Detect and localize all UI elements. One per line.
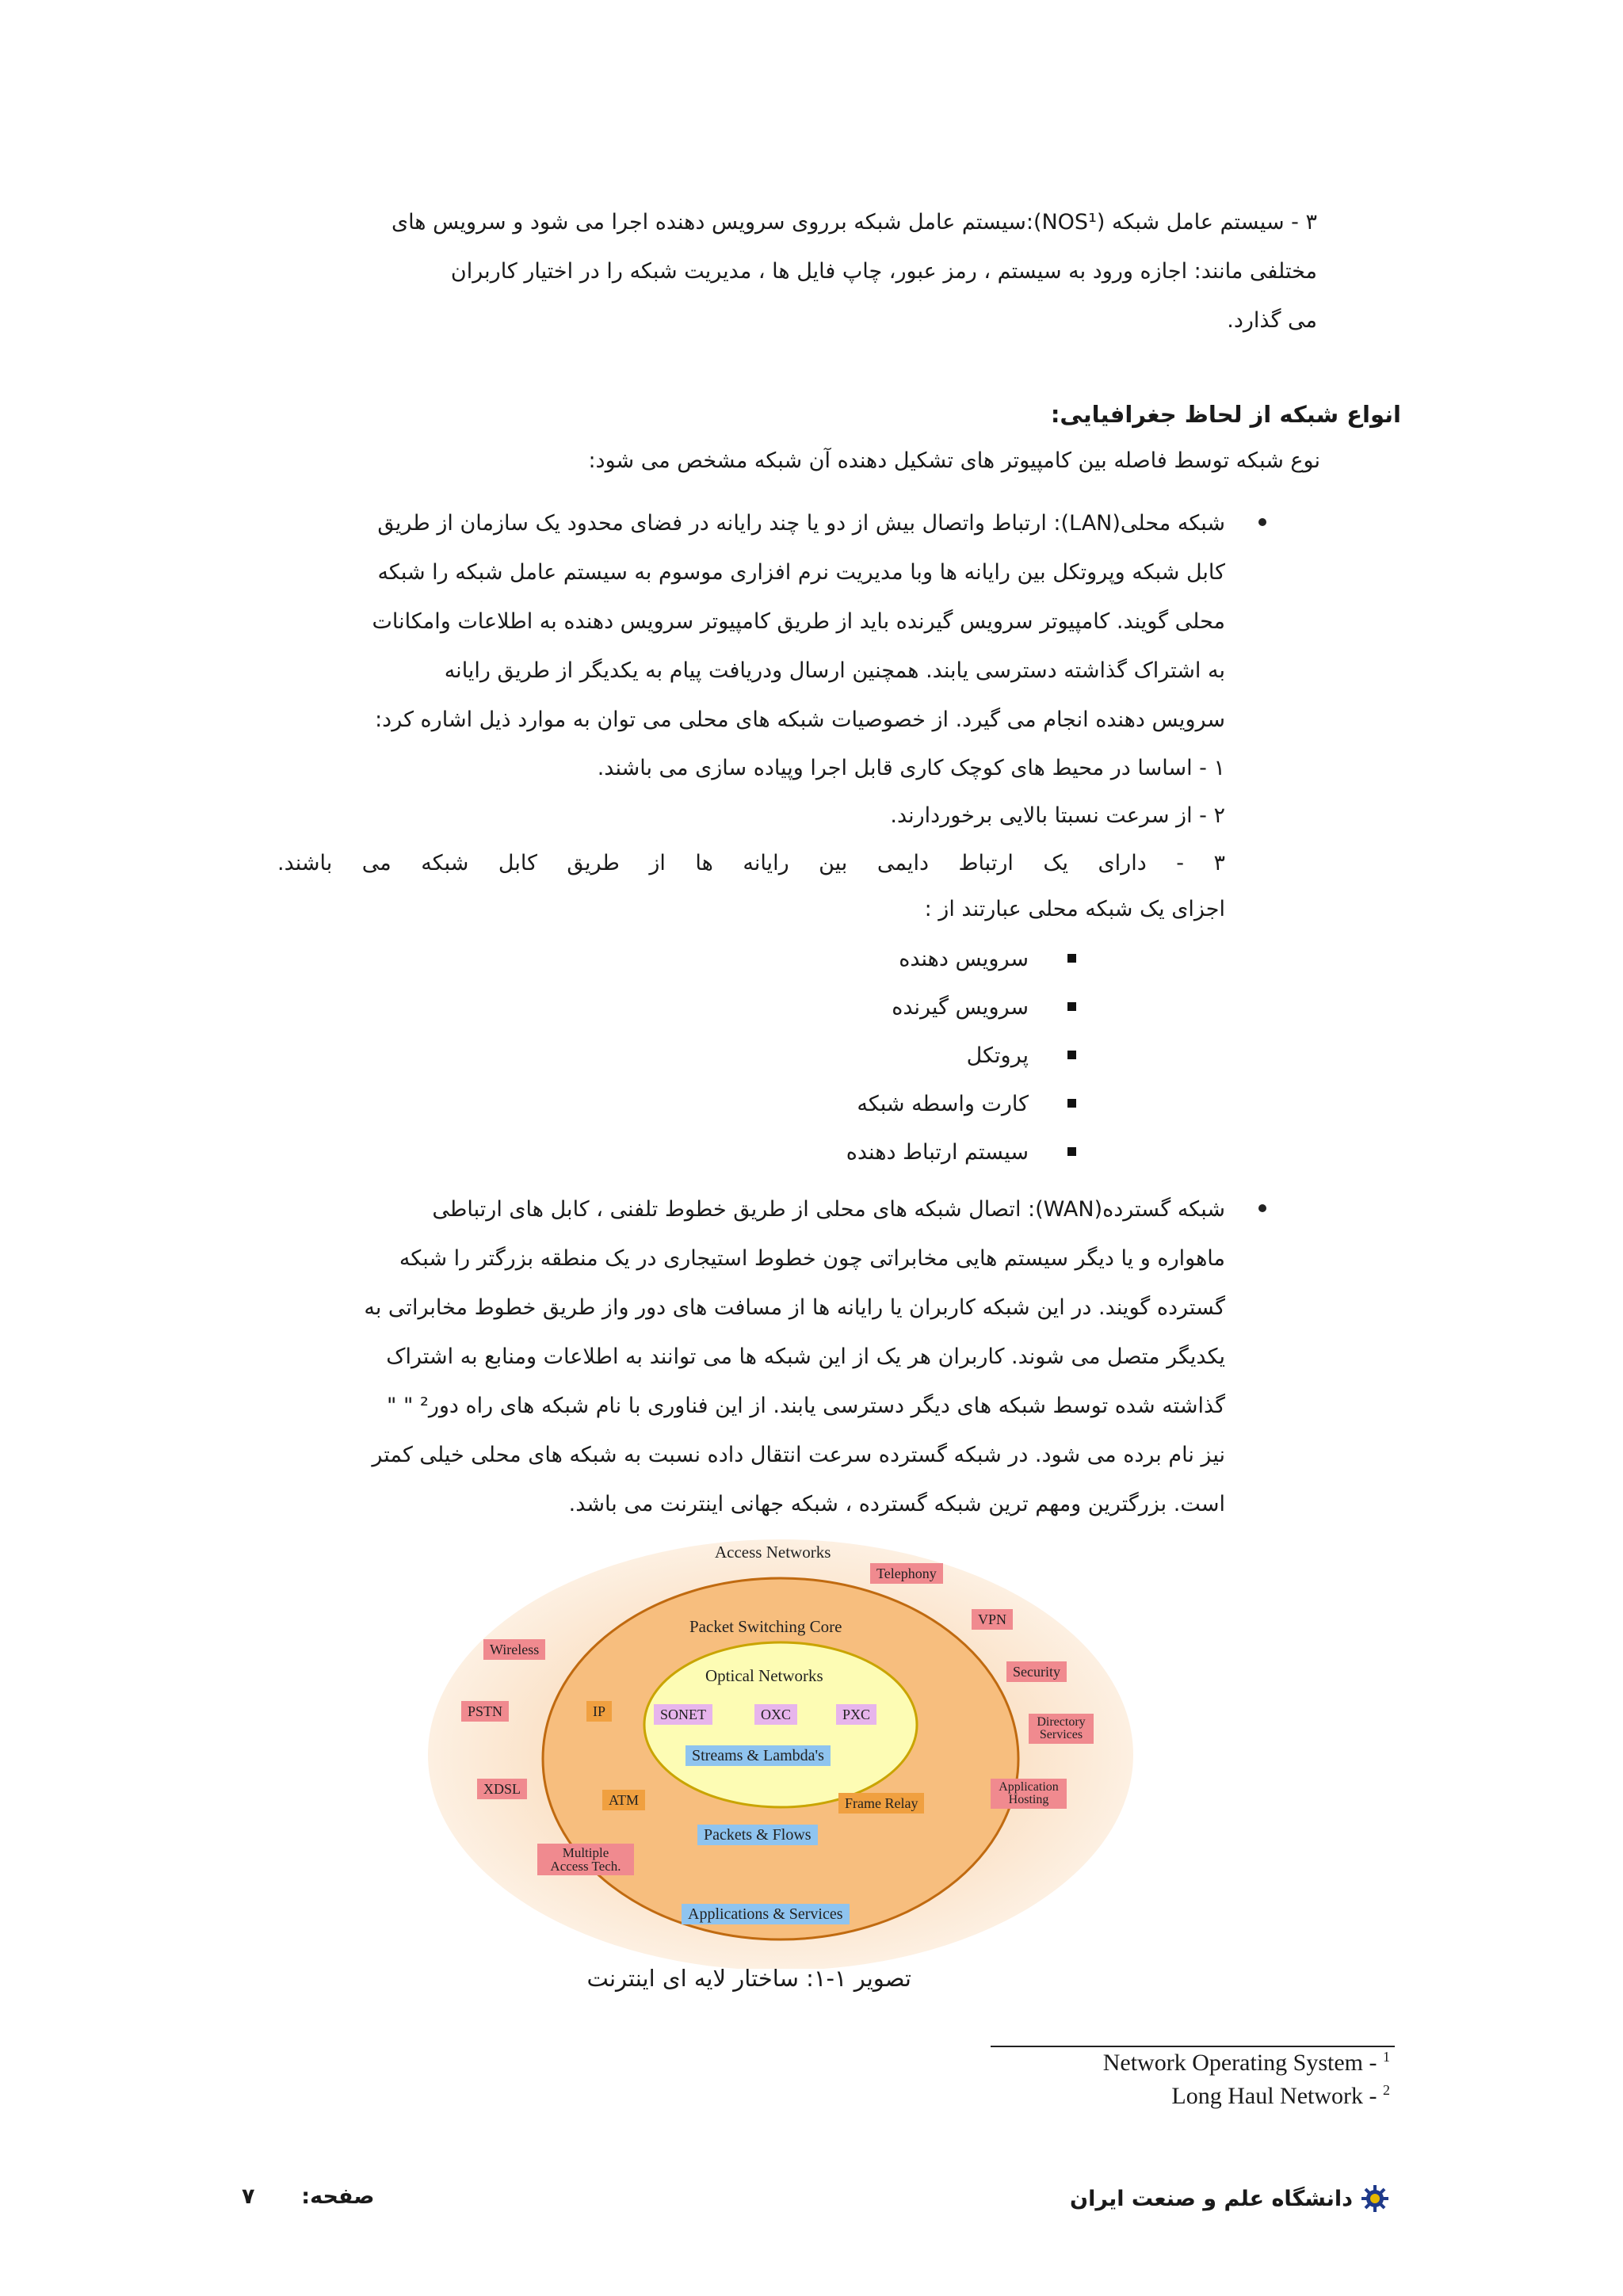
lan-paragraph [277, 499, 1225, 745]
list-item: سرویس گیرنده [601, 983, 1076, 1032]
footnote-divider [991, 2046, 1395, 2047]
list-item: کارت واسطه شبکه [601, 1080, 1076, 1128]
oxc-tag: OXC [754, 1704, 797, 1725]
wan-line: شبکه گسترده(WAN): اتصال شبکه های محلی از طریق خطوط تلفنی ، کابل های ارتباطی [432, 1197, 1225, 1222]
sonet-tag: SONET [654, 1704, 712, 1725]
wan-line: نیز نام برده می شود. در شبکه گسترده سرعت انتقال داده نسبت به شبکه های محلی خیلی کمتر [372, 1443, 1225, 1467]
nos-paragraph [246, 198, 1317, 345]
wan-line: گذاشته شده توسط شبکه های دیگر دسترسی یابند. از این فناوری با نام شبکه های راه دور² " " [386, 1394, 1225, 1418]
document-page: ۳ - سیستم عامل شبکه (NOS¹):سیستم عامل شبکه برروی سرویس دهنده اجرا می شود و سرویس های مختلفی مانند: اجازه ورود به سیستم ، رمز عبور، چاپ فایل ها ، مدیریت شبکه را در اختیار کاربران می گذارد. انواع شبکه از لحاظ جغرافیایی: نوع شبکه توسط فاصله بین کامپیوتر های تشکیل دهنده آن شبکه مشخص می شود: شبکه محلی(LAN): ارتباط واتصال بیش از دو یا چند رایانه در فضای محدود یک سازمان از طریق کابل شبکه وپروتکل بین رایانه ها وبا مدیریت نرم افزاری موسوم به سیستم عامل شبکه را شبکه محلی گویند. کامپیوتر سرویس گیرنده باید از طریق کامپیوتر سرویس دهنده به اطلاعات وامکانات به اشتراک گذاشته دسترسی یابند. همچنین ارسال ودریافت پیام به یکدیگر از طریق رایانه سرویس دهنده انجام می گیرد. از خصوصیات شبکه های محلی می توان به موارد ذیل اشاره کرد: ۱ - اساسا در محیط های کوچک کاری قابل اجرا وپیاده سازی می باشند. ۲ - از سرعت نسبتا بالایی برخوردارند. ۳ - دارای یک ارتباط دایمی بین رایانه ها از طریق کابل شبکه می باشند. اجزای یک شبکه محلی عبارتند از : سرویس دهنده سرویس گیرنده پروتکل کارت واسطه شبکه سیستم ارتباط دهنده شبکه گسترده(WAN): اتصال شبکه های محلی از طریق خطوط تلفنی ، کابل های ارتباطی ماهواره و یا دیگر سیستم هایی مخابراتی چون خطوط استیجاری در یک منطقه بزرگتر را شبکه گسترده گویند. در این شبکه کاربران یا رایانه ها از مسافت های دور واز طریق خطوط مخابراتی به یکدیگر متصل می شوند. کاربران هر یک از این شبکه ها می توانند به اطلاعات ومنابع به اشتراک گذاشته شده توسط شبکه های دیگر دسترسی یابند. از این فناوری با نام شبکه های راه دور² " " نیز نام برده می شود. در شبکه گسترده سرعت انتقال داده نسبت به شبکه های محلی خیلی کمتر است. بزرگترین ومهم ترین شبکه گسترده ، شبکه جهانی اینترنت می باشد. Access Networks Packet Switching Core Optical Networks SONET OXC PXC Streams & Lambda's IP ATM Frame Relay Packets & Flows Applications & Services Telephony VPN Security Directory Services Application Hosting Wireless PSTN XDSL Multiple Access Tech. تصویر ۱-۱: ساختار لایه ای اینترنت Network Operating System - $^1$ Long Haul Network - $^2$ دانشگاه علم و صنعت ایران صفحه: ۷ [0, 0, 1623, 2296]
nos-line: ۳ - سیستم عامل شبکه (NOS¹):سیستم عامل شبکه برروی سرویس دهنده اجرا می شود و سرویس های [391, 210, 1317, 235]
intro-line: نوع شبکه توسط فاصله بین کامپیوتر های تشکیل دهنده آن شبکه مشخص می شود: [588, 448, 1320, 473]
applications-services-tag: Applications & Services [682, 1904, 850, 1924]
lan-line: سرویس دهنده انجام می گیرد. از خصوصیات شبکه های محلی می توان به موارد ذیل اشاره کرد: [375, 707, 1225, 732]
lan-line: به اشتراک گذاشته دسترسی یابند. همچنین ارسال ودریافت پیام به یکدیگر از طریق رایانه [444, 658, 1225, 683]
access-networks-label: Access Networks [715, 1543, 831, 1562]
square-bullet-icon [1067, 1099, 1076, 1108]
nos-line: می گذارد. [1227, 308, 1317, 333]
lan-feature-3: ۳ - دارای یک ارتباط دایمی بین رایانه ها از طریق کابل شبکه می باشند. [277, 851, 1225, 875]
lan-line: محلی گویند. کامپیوتر سرویس گیرنده باید از طریق کامپیوتر سرویس دهنده به اطلاعات وامکانات [372, 609, 1225, 634]
packets-flows-tag: Packets & Flows [697, 1825, 818, 1845]
gear-logo-icon [1361, 2184, 1389, 2213]
streams-tag: Streams & Lambda's [685, 1745, 831, 1766]
page-label: صفحه: [301, 2184, 375, 2209]
square-bullet-icon [1067, 1002, 1076, 1011]
xdsl-tag: XDSL [477, 1779, 527, 1799]
section-heading: انواع شبکه از لحاظ جغرافیایی: [1050, 401, 1401, 428]
nos-line: مختلفی مانند: اجازه ورود به سیستم ، رمز عبور، چاپ فایل ها ، مدیریت شبکه را در اختیار کاربران [450, 259, 1317, 284]
directory-services-tag: Directory Services [1029, 1714, 1094, 1744]
ip-tag: IP [586, 1701, 612, 1722]
footnote-1: Network Operating System - $^1$ [1102, 2049, 1390, 2076]
wan-line: یکدیگر متصل می شوند. کاربران هر یک از این شبکه ها می توانند به اطلاعات ومنابع به اشتراک [386, 1344, 1225, 1369]
lan-components-list [601, 935, 1076, 1177]
wan-line: گسترده گویند. در این شبکه کاربران یا رایانه ها از مسافت های دور واز طریق خطوط مخابراتی به [364, 1295, 1225, 1320]
packet-core-label: Packet Switching Core [689, 1617, 842, 1636]
atm-tag: ATM [602, 1790, 645, 1810]
lan-feature-2: ۲ - از سرعت نسبتا بالایی برخوردارند. [890, 803, 1225, 828]
wan-paragraph [277, 1185, 1225, 1529]
vpn-tag: VPN [972, 1609, 1013, 1630]
application-hosting-tag: Application Hosting [991, 1779, 1067, 1809]
security-tag: Security [1006, 1661, 1067, 1682]
lan-components-title: اجزای یک شبکه محلی عبارتند از : [924, 897, 1225, 921]
bullet-dot-icon [1258, 518, 1266, 526]
footnote-2: Long Haul Network - $^2$ [1171, 2082, 1390, 2109]
frame-relay-tag: Frame Relay [838, 1793, 924, 1814]
list-item: سرویس دهنده [601, 935, 1076, 983]
pxc-tag: PXC [836, 1704, 876, 1725]
wan-line: ماهواره و یا دیگر سیستم هایی مخابراتی چون خطوط استیجاری در یک منطقه بزرگتر را شبکه [399, 1246, 1225, 1271]
square-bullet-icon [1067, 954, 1076, 963]
list-item: سیستم ارتباط دهنده [601, 1128, 1076, 1177]
lan-line: شبکه محلی(LAN): ارتباط واتصال بیش از دو یا چند رایانه در فضای محدود یک سازمان از طریق [377, 511, 1225, 536]
list-item: پروتکل [601, 1032, 1076, 1080]
optical-networks-label: Optical Networks [705, 1666, 823, 1685]
lan-feature-1: ۱ - اساسا در محیط های کوچک کاری قابل اجرا وپیاده سازی می باشند. [597, 756, 1225, 780]
telephony-tag: Telephony [870, 1563, 943, 1584]
wan-bullet [277, 1185, 1225, 1529]
page-number: ۷ [242, 2184, 255, 2209]
lan-line: کابل شبکه وپروتکل بین رایانه ها وبا مدیریت نرم افزاری موسوم به سیستم عامل شبکه را شبکه [377, 560, 1225, 585]
university-name: دانشگاه علم و صنعت ایران [1070, 2186, 1353, 2211]
internet-layers-diagram [428, 1525, 1141, 1969]
wan-line: است. بزرگترین ومهم ترین شبکه گسترده ، شبکه جهانی اینترنت می باشد. [568, 1492, 1225, 1516]
footer-page-number [242, 2184, 374, 2209]
bullet-dot-icon [1258, 1204, 1266, 1212]
pstn-tag: PSTN [461, 1701, 509, 1722]
square-bullet-icon [1067, 1147, 1076, 1156]
lan-bullet [277, 499, 1225, 745]
square-bullet-icon [1067, 1051, 1076, 1059]
footer-university [1070, 2184, 1389, 2213]
wireless-tag: Wireless [483, 1639, 545, 1660]
multiple-access-tag: Multiple Access Tech. [537, 1844, 634, 1875]
